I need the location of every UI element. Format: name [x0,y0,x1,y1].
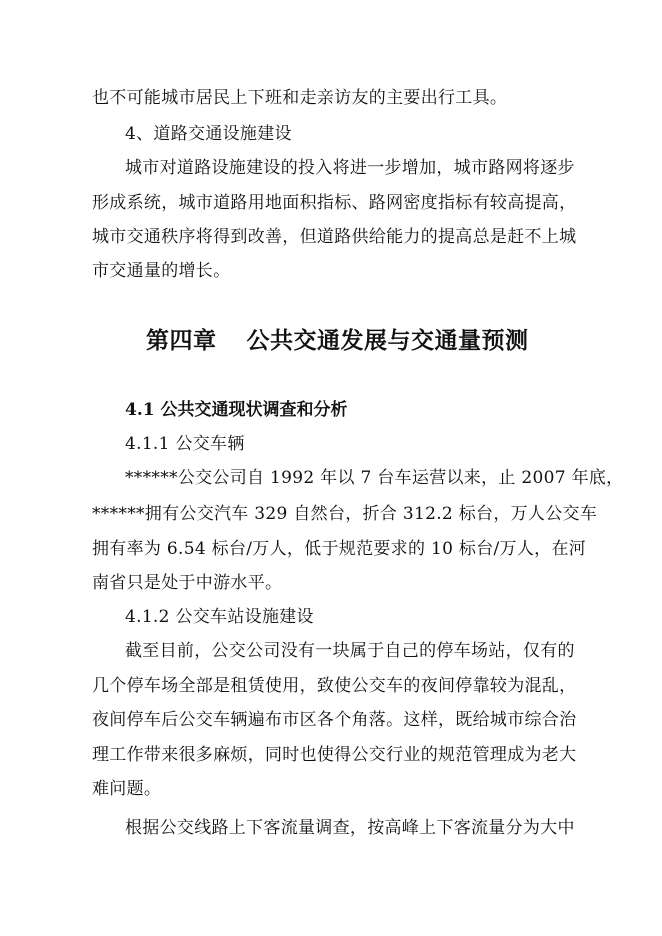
paragraph-line: 形成系统，城市道路用地面积指标、路网密度指标有较高提高， [92,193,577,213]
paragraph-line: 南省只是处于中游水平。 [92,573,283,593]
chapter-number: 第四章 [146,327,217,354]
subsection-heading-4-1-2: 4.1.2 公交车站设施建设 [125,607,314,627]
section-heading-4-1: 4.1 公共交通现状调查和分析 [125,400,348,420]
paragraph-line: 夜间停车后公交车辆遍布市区各个角落。这样，既给城市综合治 [92,710,577,730]
chapter-title: 公共交通发展与交通量预测 [246,327,529,354]
paragraph-line: 城市交通秩序将得到改善，但道路供给能力的提高总是赶不上城 [92,227,577,247]
chapter-heading [146,326,529,356]
paragraph-line: 难问题。 [92,779,162,799]
paragraph-line: 根据公交线路上下客流量调查，按高峰上下客流量分为大中 [125,818,575,838]
paragraph-line: 市交通量的增长。 [92,261,231,281]
paragraph-line: 几个停车场全部是租赁使用，致使公交车的夜间停靠较为混乱， [92,676,577,696]
subheading-road-facilities: 4、道路交通设施建设 [125,124,292,144]
paragraph-line: ******拥有公交汽车 329 自然台，折合 312.2 标台，万人公交车 [92,504,598,524]
paragraph-line: 城市对道路设施建设的投入将进一步增加，城市路网将逐步 [125,158,575,178]
paragraph-line: 拥有率为 6.54 标台/万人，低于规范要求的 10 标台/万人，在河 [92,539,587,559]
paragraph-line: 截至目前，公交公司没有一块属于自己的停车场站，仅有的 [125,641,575,661]
paragraph-line: ******公交公司自 1992 年以 7 台车运营以来，止 2007 年底， [125,468,624,488]
subsection-heading-4-1-1: 4.1.1 公交车辆 [125,434,245,454]
paragraph-line: 理工作带来很多麻烦，同时也使得公交行业的规范管理成为老大 [92,745,577,765]
paragraph-line: 也不可能城市居民上下班和走亲访友的主要出行工具。 [92,88,508,108]
